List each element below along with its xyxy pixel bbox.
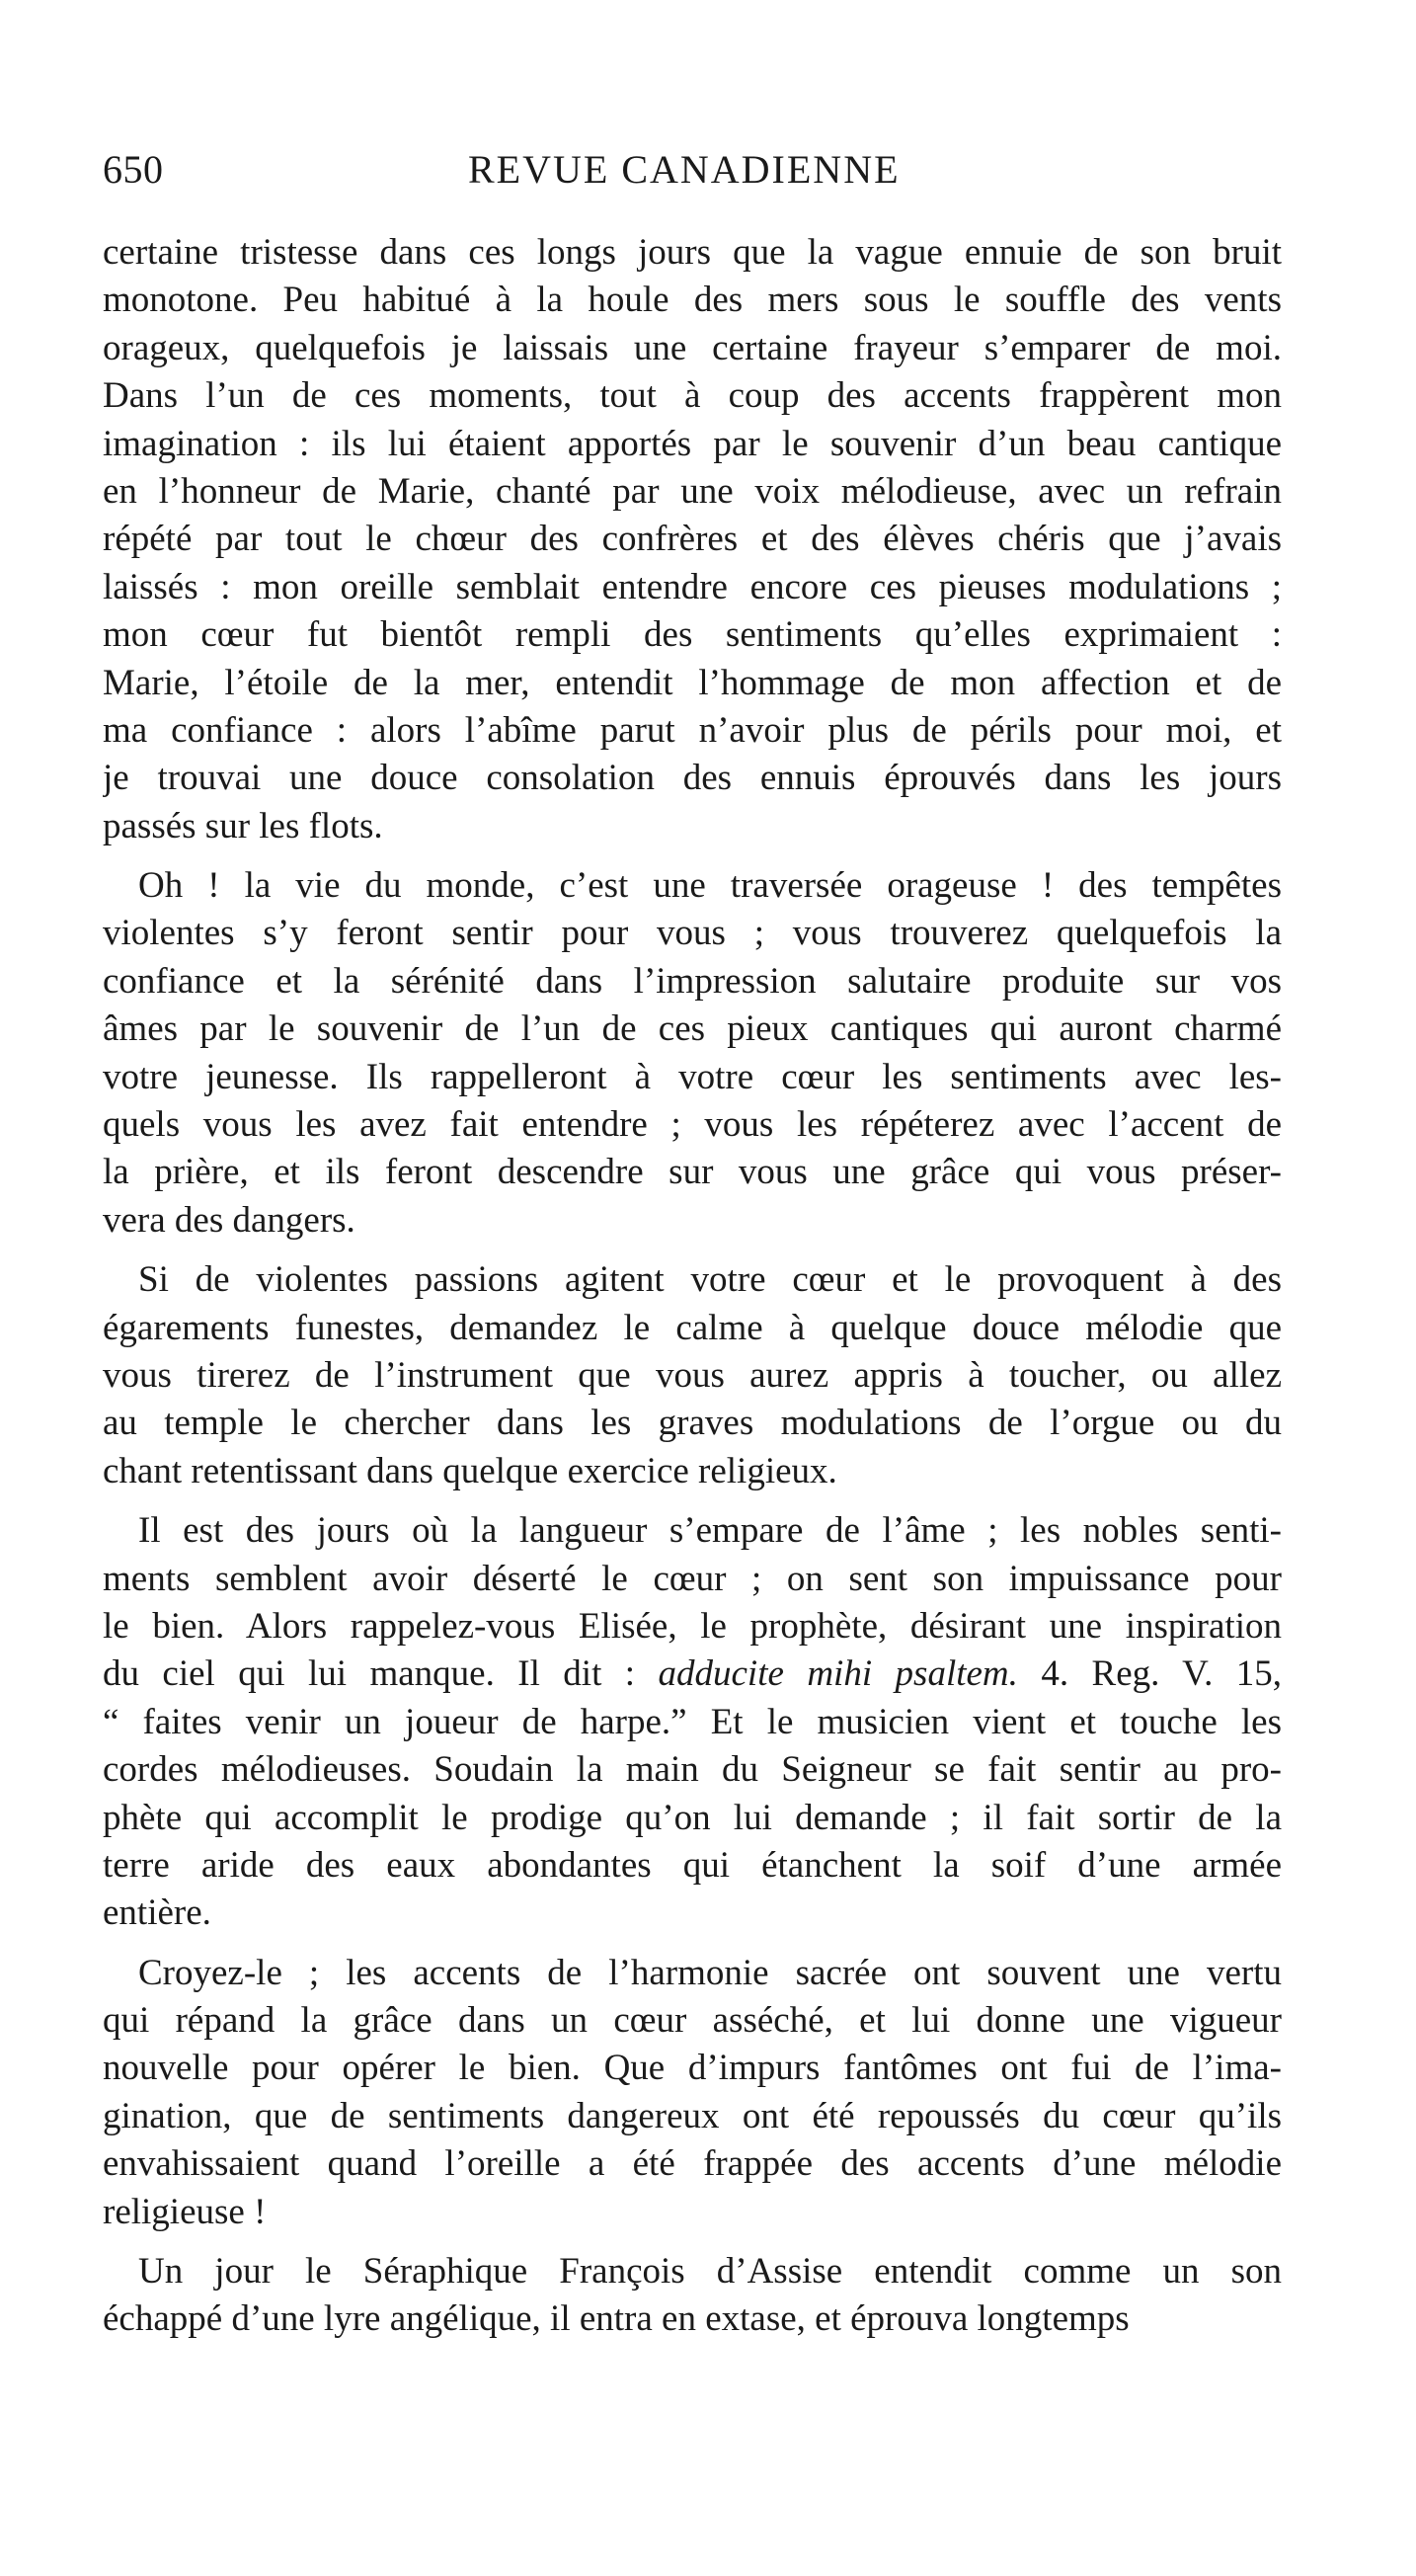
text-line: Un jour le Séraphique François d’Assise entendit comme un son <box>138 2251 1282 2293</box>
text-line: entière. <box>103 1892 211 1934</box>
text-line: religieuse ! <box>103 2191 267 2232</box>
text-line: échappé d’une lyre angélique, il entra en extase, et éprouva longtemps <box>103 2298 1130 2340</box>
text-line: le bien. Alors rappelez-vous Elisée, le prophète, désirant une inspiration <box>103 1605 1282 1647</box>
text-line: “ faites venir un joueur de harpe.” Et le musicien vient et touche les <box>103 1701 1282 1742</box>
text-line: monotone. Peu habitué à la houle des mers sous le souffle des vents <box>103 280 1282 321</box>
text-line: mon cœur fut bientôt rempli des sentiments qu’elles exprimaient : <box>103 614 1282 656</box>
text-line: ments semblent avoir déserté le cœur ; on sent son impuissance pour <box>103 1558 1282 1599</box>
text-line: Il est des jours où la langueur s’empare de l’âme ; les nobles senti- <box>138 1510 1282 1552</box>
text-line: laissés : mon oreille semblait entendre encore ces pieuses modulations ; <box>103 566 1282 607</box>
text-line: je trouvai une douce consolation des ennuis éprouvés dans les jours <box>103 758 1282 799</box>
text-line: envahissaient quand l’oreille a été frappée des accents d’une mélodie <box>103 2143 1282 2185</box>
paragraph <box>103 1507 1282 1938</box>
text-line: vous tirerez de l’instrument que vous aurez appris à toucher, ou allez <box>103 1354 1282 1396</box>
text-line: votre jeunesse. Ils rappelleront à votre cœur les sentiments avec les- <box>103 1056 1282 1097</box>
paragraph <box>103 229 1282 850</box>
text-line: qui répand la grâce dans un cœur asséché, et lui donne une vigueur <box>103 2000 1282 2042</box>
text-line: phète qui accomplit le prodige qu’on lui demande ; il fait sortir de la <box>103 1797 1282 1838</box>
text-line: Oh ! la vie du monde, c’est une traversée orageuse ! des tempêtes <box>138 865 1282 907</box>
text-line: passés sur les flots. <box>103 805 383 846</box>
text-segment: du ciel qui lui manque. Il dit : <box>103 1653 659 1695</box>
text-line: Si de violentes passions agitent votre cœur et le provoquent à des <box>138 1259 1282 1301</box>
page-header <box>103 146 1280 205</box>
text-line: Croyez-le ; les accents de l’harmonie sacrée ont souvent une vertu <box>138 1952 1282 1993</box>
text-line <box>103 1650 1282 1698</box>
paragraph <box>103 2248 1282 2344</box>
text-line: en l’honneur de Marie, chanté par une voix mélodieuse, avec un refrain <box>103 470 1282 512</box>
text-line: chant retentissant dans quelque exercice religieux. <box>103 1450 837 1491</box>
text-line: égarements funestes, demandez le calme à quelque douce mélodie que <box>103 1307 1282 1348</box>
text-line: violentes s’y feront sentir pour vous ; vous trouverez quelquefois la <box>103 913 1282 954</box>
running-head: REVUE CANADIENNE <box>468 147 901 192</box>
page-number: 650 <box>103 147 164 192</box>
text-line: certaine tristesse dans ces longs jours que la vague ennuie de son bruit <box>103 232 1282 273</box>
text-line: âmes par le souvenir de l’un de ces pieux cantiques qui auront charmé <box>103 1008 1282 1050</box>
body-text <box>103 229 1282 2356</box>
text-line: la prière, et ils feront descendre sur vous une grâce qui vous préser- <box>103 1152 1282 1193</box>
text-line: orageux, quelquefois je laissais une certaine frayeur s’emparer de moi. <box>103 327 1282 368</box>
text-line: imagination : ils lui étaient apportés par le souvenir d’un beau cantique <box>103 423 1282 464</box>
text-line: terre aride des eaux abondantes qui étanchent la soif d’une armée <box>103 1844 1282 1886</box>
text-line: nouvelle pour opérer le bien. Que d’impurs fantômes ont fui de l’ima- <box>103 2048 1282 2089</box>
text-line: confiance et la sérénité dans l’impression salutaire produite sur vos <box>103 960 1282 1002</box>
text-line: ma confiance : alors l’abîme parut n’avoir plus de périls pour moi, et <box>103 709 1282 751</box>
text-line: Marie, l’étoile de la mer, entendit l’hommage de mon affection et de <box>103 662 1282 703</box>
text-line: répété par tout le chœur des confrères et des élèves chéris que j’avais <box>103 519 1282 560</box>
text-line: gination, que de sentiments dangereux ont été repoussés du cœur qu’ils <box>103 2095 1282 2136</box>
paragraph <box>103 1950 1282 2236</box>
text-line: vera des dangers. <box>103 1199 355 1241</box>
paragraph <box>103 862 1282 1245</box>
text-line: cordes mélodieuses. Soudain la main du Seigneur se fait sentir au pro- <box>103 1749 1282 1791</box>
citation: 4. Reg. V. 15, <box>1017 1653 1282 1695</box>
text-line: quels vous les avez fait entendre ; vous les répéterez avec l’accent de <box>103 1104 1282 1146</box>
latin-quote: adducite mihi psaltem. <box>658 1653 1018 1695</box>
text-line: Dans l’un de ces moments, tout à coup des accents frappèrent mon <box>103 375 1282 417</box>
text-line: au temple le chercher dans les graves modulations de l’orgue ou du <box>103 1403 1282 1444</box>
paragraph <box>103 1256 1282 1495</box>
